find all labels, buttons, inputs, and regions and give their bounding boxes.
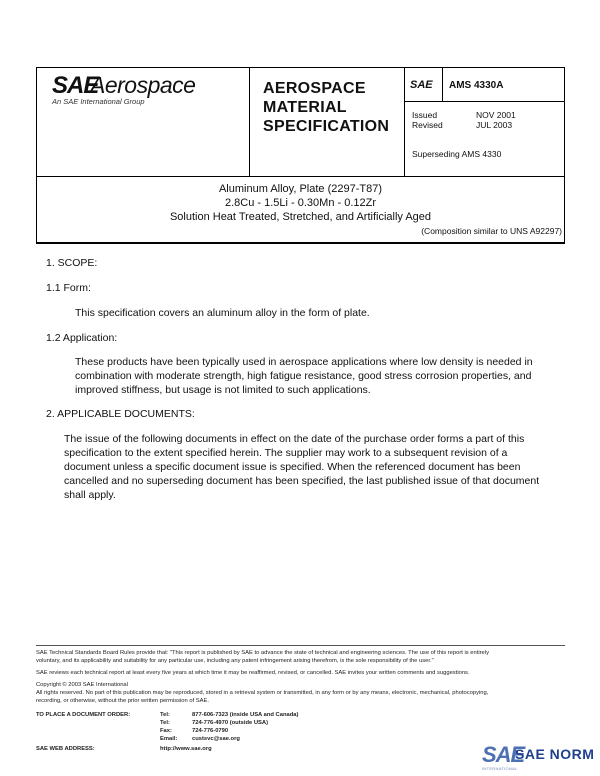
footer-rights-line-1: All rights reserved. No part of this publication may be reproduced, stored in a retrieval system or transmitted, in any form or by any means, electronic, mechanical, photocopying, [36,690,489,696]
title-line-2: MATERIAL [263,99,347,116]
section-1-2-line-2: combination with moderate strength, high fatigue resistance, good stress corrosion properties, and [75,370,532,382]
contact-label-tel-1: Tel: [160,712,170,718]
section-1-2-line-3: improved stiffness, but usage is not limited to such applications. [75,384,371,396]
footer-review: SAE reviews each technical report at least every five years at which time it may be reaffirmed, revised, or cancelled. SAE invites your written comments and suggestions. [36,670,470,676]
revised-value: JUL 2003 [476,120,513,130]
header-divider-1 [249,67,250,176]
sae-logo: SAE [52,72,99,99]
title-line-1: AEROSPACE [263,80,366,97]
section-1-2-heading: 1.2 Application: [46,332,118,344]
footer-rules-line-1: SAE Technical Standards Board Rules provide that: "This report is published by SAE to advance the state of technical and engineering sciences. The use of this report is entirely [36,650,489,656]
web-label: SAE WEB ADDRESS: [36,746,95,752]
footer-rules-line-2: voluntary, and its applicability and suitability for any particular use, including any patent infringement arising therefrom, is the sole responsibility of the user." [36,658,434,664]
contact-label-email: Email: [160,736,178,742]
section-2-line-1: The issue of the following documents in effect on the date of the purchase order forms a part of this [64,433,525,445]
section-2-heading: 2. APPLICABLE DOCUMENTS: [46,408,195,420]
section-2-line-5: shall apply. [64,489,116,501]
description-line-2: 2.8Cu - 1.5Li - 0.30Mn - 0.12Zr [224,197,376,209]
section-1-heading: 1. SCOPE: [46,257,98,269]
section-1-1-text: This specification covers an aluminum alloy in the form of plate. [75,307,370,319]
section-1-2-line-1: These products have been typically used in aerospace applications where low density is needed in [75,356,533,368]
section-2-line-2: specification to the extent specified herein. The supplier may work to a subsequent revision of a [64,447,508,459]
section-2-line-4: cancelled and no superseding document has been specified, the last published issue of that document [64,475,540,487]
contact-value-fax: 724-776-0790 [192,728,229,734]
sae-small-logo: SAE [410,79,433,91]
issued-value: NOV 2001 [476,110,516,120]
sae-norm-icon: SAE [482,742,525,767]
composition-note: (Composition similar to UNS A92297) [421,226,562,236]
description-line-1: Aluminum Alloy, Plate (2297-T87) [218,183,383,195]
footer-rights-line-2: recording, or otherwise, without the prior written permission of SAE. [36,698,210,704]
header-divider-2 [404,67,405,176]
order-label: TO PLACE A DOCUMENT ORDER: [36,712,131,718]
superseding-note: Superseding AMS 4330 [412,149,502,159]
sae-norm-text: SAE NORM [515,746,595,762]
header-rule-3 [36,243,565,244]
contact-value-email: custsvc@sae.org [192,736,240,742]
web-address-link[interactable]: http://www.sae.org [160,746,212,752]
section-2-line-3: document unless a specific document issue is specified. When the referenced document has been [64,461,521,473]
header-divider-3 [442,67,443,101]
logo-subtitle: An SAE International Group [52,97,145,106]
header-rule-1 [404,101,565,102]
ams-number: AMS 4330A [449,80,504,91]
aerospace-logo-text: Aerospace [90,72,196,98]
sae-norm-subtext: INTERNATIONAL [482,766,518,771]
revised-label: Revised [412,120,443,130]
title-line-3: SPECIFICATION [263,118,390,135]
header-rule-2 [36,176,565,177]
contact-label-tel-2: Tel: [160,720,170,726]
issued-label: Issued [412,110,438,120]
contact-value-tel-1: 877-606-7323 (inside USA and Canada) [192,712,299,718]
section-1-1-heading: 1.1 Form: [46,282,91,294]
footer-copyright: Copyright © 2003 SAE International [36,682,128,688]
contact-value-tel-2: 724-776-4970 (outside USA) [192,720,269,726]
footer-rule [36,645,565,646]
description-line-3: Solution Heat Treated, Stretched, and Artificially Aged [169,211,432,223]
contact-label-fax: Fax: [160,728,172,734]
